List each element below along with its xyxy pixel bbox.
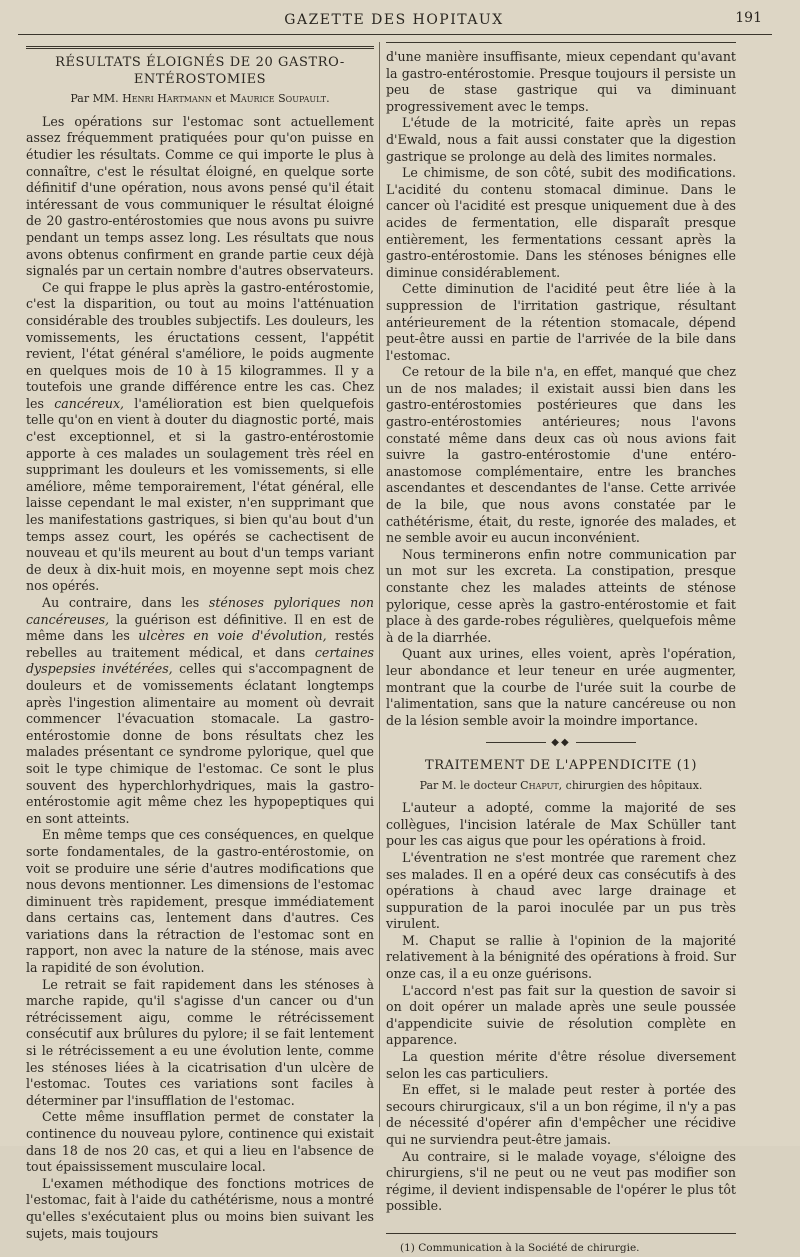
author-soupault: Maurice Soupault.: [229, 92, 330, 106]
paragraph: Cette diminution de l'acidité peut être liée à la suppression de l'irritation gastrique, résultant antérieurement de la rétention stomacale, dépend peut-être aussi en partie de l'arrivée de la bile dans l'estomac.: [386, 281, 736, 363]
article1-byline: [26, 91, 374, 108]
paragraph: Les opérations sur l'estomac sont actuellement assez fréquemment pratiquées pour qu'on puisse en étudier les résultats. Comme ce qui importe le plus à connaître, c'est le résultat éloigné, en quelque sorte définitif d'une opération, nous avons pensé qu'il était intéressant de vous communiquer le résultat éloigné de 20 gastro-entérostomies que nous avons pu suivre pendant un temps assez long. Les résultats que nous avons obtenus confirment en grande partie ceux déjà signalés par un certain nombre d'autres observateurs.: [26, 113, 374, 279]
right-column: [386, 42, 736, 1257]
paragraph: L'accord n'est pas fait sur la question de savoir si on doit opérer un malade après une seule poussée d'appendicite suivie de résolution complète en apparence.: [386, 982, 736, 1048]
paragraph: L'étude de la motricité, faite après un repas d'Ewald, nous a fait aussi constater que la digestion gastrique se prolonge au delà des limites normales.: [386, 115, 736, 164]
paragraph: En même temps que ces conséquences, en quelque sorte fondamentales, de la gastro-entérostomie, on voit se produire une série d'autres modifications que nous devons mentionner. Les dimensions de l'estomac diminuent très rapidement, presque immédiatement dans certains cas, lentement dans d'autres. Ces variations dans la rétraction de l'estomac sont en rapport, non avec la nature de la sténose, mais avec la rapidité de son évolution.: [26, 827, 374, 976]
paragraph: M. Chaput se rallie à l'opinion de la majorité relativement à la bénignité des opérations à froid. Sur onze cas, il a eu onze guérisons.: [386, 932, 736, 982]
paragraph: Ce retour de la bile n'a, en effet, manqué que chez un de nos malades; il existait aussi bien dans les gastro-entérostomies postérieures que dans les gastro-entérostomies antérieures; nous l'avons constaté même dans deux cas où nous avions fait suivre la gastro-entérostomie d'une entéro-anastomose complémentaire, entre les branches ascendantes et descendantes de l'anse. Cette arrivée de la bile, que nous avons constatée par le cathétérisme, était, du reste, ignorée des malades, et ne semble avoir eu aucun inconvénient.: [386, 364, 736, 546]
paragraph: L'examen méthodique des fonctions motrices de l'estomac, fait à l'aide du cathétérisme, nous a montré qu'elles s'exécutaient plus ou moins bien suivant les sujets, mais toujours: [26, 1175, 374, 1241]
paragraph: Le chimisme, de son côté, subit des modifications. L'acidité du contenu stomacal diminue. Dans le cancer où l'acidité est presque uniquement due à des acides de fermentation, elle disparaît presque entièrement, les fermentations cessant après la gastro-entérostomie. Dans les sténoses bénignes elle diminue considérablement.: [386, 165, 736, 280]
article-top-rule: [26, 46, 374, 49]
footnote: (1) Communication à la Société de chirurgie.: [400, 1241, 640, 1254]
paragraph: Quant aux urines, elles voient, après l'opération, leur abondance et leur teneur en urée augmenter, montrant que la courbe de l'urée suit la courbe de l'alimentation, sans que la nature cancéreuse ou non de la lésion semble avoir la moindre importance.: [386, 646, 736, 728]
page-header: [18, 6, 770, 34]
paragraph: L'éventration ne s'est montrée que rarement chez ses malades. Il en a opéré deux cas consécutifs à des opérations à chaud avec large drainage et suppuration de la paroi inoculée par un pus très virulent.: [386, 849, 736, 932]
byline-prefix: Par MM.: [70, 92, 119, 106]
page-number: 191: [735, 10, 762, 26]
paragraph: [26, 595, 374, 827]
article1-title: RÉSULTATS ÉLOIGNÉS DE 20 GASTRO-ENTÉROSTOMIES: [55, 55, 345, 87]
author-hartmann: Henri Hartmann: [122, 92, 212, 106]
italic-term: sténoses pyloriques non cancéreuses,: [26, 595, 374, 627]
section-separator-ornament: ◆◆: [386, 735, 736, 752]
author-chaput: Chaput,: [520, 778, 563, 792]
paragraph: Nous terminerons enfin notre communication par un mot sur les excreta. La constipation, presque constante chez les malades atteints de sténose pylorique, cesse après la gastro-entérostomie et fait place à des garde-robes régulières, quelquefois même à de la diarrhée.: [386, 546, 736, 645]
paragraph: En effet, si le malade peut rester à portée des secours chirurgicaux, s'il a un bon régime, il n'y a pas de nécessité d'opérer afin d'empêcher une récidive qui ne surviendra peut-être jamais.: [386, 1082, 736, 1147]
byline-and: et: [215, 92, 227, 106]
paragraph: La question mérite d'être résolue diversement selon les cas particuliers.: [386, 1049, 736, 1081]
article2-byline: [386, 778, 736, 795]
paragraph-continued: d'une manière insuffisante, mieux cependant qu'avant la gastro-entérostomie. Presque toujours il persiste un peu de stase gastrique qui va diminuant progressivement avec le temps.: [386, 49, 736, 114]
text-run: la guérison est définitive. Il en est de même dans les: [26, 611, 374, 644]
italic-term: ulcères en voie d'évolution,: [138, 628, 327, 644]
paragraph: Le retrait se fait rapidement dans les sténoses à marche rapide, qu'il s'agisse d'un cancer ou d'un rétrécissement aigu, comme le rétrécissement consécutif aux brûlures du pylore; il se fait lentement si le rétrécissement a eu une évolution lente, comme les sténoses liées à la cicatrisation d'un ulcère de l'estomac. Toutes ces variations sont faciles à déterminer par l'insufflation de l'estomac.: [26, 976, 374, 1108]
text-run: l'amélioration est bien quelquefois telle qu'on en vient à douter du diagnostic porté, mais c'est exceptionnel, et si la gastro-entérostomie apporte à ces malades un soulagement très réel en supprimant les douleurs et les vomissements, si elle améliore, même temporairement, l'état général, elle laisse cependant le mal exister, n'en supprimant que les manifestations gastriques, si bien qu'au bout d'un temps assez court, les opérés se cachectisent de nouveau et qu'ils meurent au bout d'un temps variant de deux à dix-huit mois, en moyenne sept mois chez nos opérés.: [26, 395, 374, 594]
column-top-rule: [386, 42, 736, 43]
paragraph: Cette même insufflation permet de constater la continence du nouveau pylore, continence qui existait dans 18 de nos 20 cas, et qui a lieu en l'absence de tout épaississement musculaire local.: [26, 1109, 374, 1175]
header-rule: [18, 34, 772, 35]
paragraph: L'auteur a adopté, comme la majorité de ses collègues, l'incision latérale de Max Schüller tant pour les cas aigus que pour les opérations à froid.: [386, 800, 736, 849]
byline-suffix: chirurgien des hôpitaux.: [565, 778, 703, 792]
text-run: Ce qui frappe le plus après la gastro-entérostomie, c'est la disparition, ou tout au moins l'atténuation considérable des troubles subjectifs. Les douleurs, les vomissements, les éructations cessent, l'appétit revient, l'état général s'améliore, le poids augmente en quelques mois de 10 à 15 kilogrammes. Il y a toutefois une grande différence entre les cas. Chez les: [26, 279, 374, 411]
left-column: [26, 42, 374, 1242]
text-run: Au contraire, dans les: [42, 595, 200, 610]
footnote-rule: [386, 1233, 736, 1234]
column-divider: [379, 42, 380, 1127]
paragraph: Au contraire, si le malade voyage, s'éloigne des chirurgiens, s'il ne peut ou ne veut pas modifier son régime, il devient indispensable de l'opérer le plus tôt possible.: [386, 1148, 736, 1214]
running-title: GAZETTE DES HOPITAUX: [284, 12, 504, 28]
italic-term: certaines dyspepsies invétérées,: [26, 644, 374, 677]
italic-term: cancéreux,: [54, 395, 125, 411]
article2-title: TRAITEMENT DE L'APPENDICITE (1): [424, 757, 698, 773]
byline-prefix: Par M. le docteur: [419, 778, 517, 792]
text-run: celles qui s'accompagnent de douleurs et de vomissements éclatant longtemps après l'ingestion alimentaire au moment où devrait commencer l'évacuation stomacale. La gastro-entérostomie donne de bons résultats chez les malades présentant ce syndrome pylorique, quel que soit le type chimique de l'estomac. Ce sont le plus souvent des hyperchlorhydriques, mais la gastro-entérostomie agit même chez les hypopeptiques qui en sont atteints.: [26, 661, 374, 826]
paragraph: [26, 280, 374, 595]
text-run: restés rebelles au traitement médical, et dans: [26, 628, 374, 660]
